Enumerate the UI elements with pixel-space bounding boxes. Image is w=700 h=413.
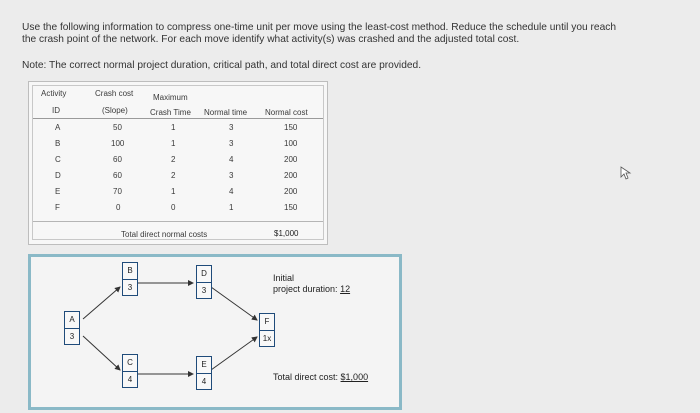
activity-node-e [196,356,212,390]
arrow-d-f [211,287,257,320]
header-max-bottom: Crash Time [150,108,191,117]
instructions-line-2: the crash point of the network. For each move identify what activity(s) was crashed and the adjusted total cost. [22,34,520,45]
cell-slope: 100 [111,139,125,148]
arrow-a-c [83,336,120,370]
node-duration: 3 [127,283,133,292]
total-normal-cost-value: $1,000 [274,229,299,238]
node-duration: 4 [201,377,207,386]
activity-node-f [259,313,275,347]
cell-normal-time: 3 [229,123,234,132]
header-max-top: Maximum [153,93,188,102]
cell-id: B [55,139,61,148]
cell-id: A [55,123,61,132]
arrow-e-f [211,337,257,370]
cost-value: $1,000 [340,372,369,382]
header-normal-cost: Normal cost [265,108,308,117]
duration-value: 12 [340,284,351,294]
activity-node-a [64,311,80,345]
cell-normal-cost: 200 [284,187,298,196]
total-normal-cost-label: Total direct normal costs [121,230,208,239]
cell-normal-time: 3 [229,139,234,148]
cell-normal-cost: 150 [284,203,298,212]
header-normal-time: Normal time [204,108,248,117]
cell-slope: 60 [113,155,122,164]
activity-node-c [122,354,138,388]
cell-slope: 50 [113,123,122,132]
activity-table [28,81,328,245]
cell-id: F [55,203,60,212]
footer-divider [33,221,323,222]
cell-normal-time: 4 [229,155,234,164]
duration-label: project duration: [273,284,338,294]
node-label: C [123,355,137,372]
cell-id: C [55,155,61,164]
header-crash-top: Crash cost [95,89,134,98]
arrow-a-b [83,287,120,319]
initial-label: Initial [273,273,295,283]
node-duration: 3 [69,332,75,341]
node-label: A [65,312,79,329]
instructions-line-1: Use the following information to compress one-time unit per move using the least-cost method. Reduce the schedule until you reach [22,22,617,33]
cell-normal-cost: 150 [284,123,298,132]
activity-node-d [196,265,212,299]
cell-max-crash: 2 [171,171,176,180]
cell-max-crash: 1 [171,187,176,196]
cell-id: D [55,171,61,180]
header-activity-bottom: ID [52,106,60,115]
cell-slope: 70 [113,187,122,196]
activity-table-frame [32,85,324,240]
project-duration-info [273,273,350,295]
header-activity-top: Activity [41,89,67,98]
node-duration: 1x [262,334,272,343]
instructions-text [22,22,682,46]
header-divider [33,118,323,119]
cell-slope: 0 [116,203,121,212]
cell-max-crash: 1 [171,123,176,132]
cell-max-crash: 2 [171,155,176,164]
node-duration: 3 [201,286,207,295]
cell-id: E [55,187,61,196]
activity-node-b [122,262,138,296]
mouse-pointer-icon [620,166,632,180]
network-diagram [28,254,402,410]
cell-slope: 60 [113,171,122,180]
node-duration: 4 [127,375,133,384]
total-direct-cost-info [273,372,368,383]
node-label: D [197,266,211,283]
duration-line [273,284,350,295]
node-label: E [197,357,211,374]
cell-normal-time: 4 [229,187,234,196]
cost-label: Total direct cost: [273,372,339,382]
node-label: B [123,263,137,280]
cell-max-crash: 0 [171,203,176,212]
note-text: Note: The correct normal project duration, critical path, and total direct cost are provided. [22,60,422,71]
cell-normal-time: 1 [229,203,234,212]
header-crash-bottom: (Slope) [102,106,128,115]
cell-normal-cost: 200 [284,171,298,180]
cell-normal-time: 3 [229,171,234,180]
cell-normal-cost: 100 [284,139,298,148]
cell-max-crash: 1 [171,139,176,148]
cell-normal-cost: 200 [284,155,298,164]
node-label: F [260,314,274,331]
